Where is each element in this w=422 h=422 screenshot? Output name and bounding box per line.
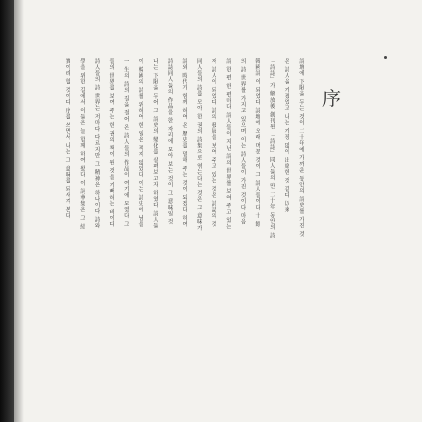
text-column: 同人들의 詩를 모아 한 권의 詩集으로 엮는다는 것은 그 意味가 xyxy=(195,58,202,232)
text-column: 詩人들의 詩 世界는 저마다 다르지만 그 精神은 하나이다 詩와 xyxy=(93,58,100,229)
text-column: 이 韓國의 詩를 위하여 한 일은 적지 않았다 이는 詩史에 남을 xyxy=(137,58,144,228)
ink-dot xyxy=(384,56,387,59)
page-gutter-shade xyxy=(14,0,24,422)
text-column: 韓國詩 이 되었다 詩壇에 오래 머문 것이 그 詩人들이다 十 餘 xyxy=(254,58,261,228)
text-column: 의 詩 世界를 가지고 있으며 이는 詩人들이 가진 것이다 마음 xyxy=(239,58,246,225)
text-column: 實이라 할 것이다 序를 쓰면서 나는 그 意味를 되새겨 본다 xyxy=(64,58,71,219)
text-column: 나는 下限을 두어 그 詩史의 變化를 살펴보고자 하였다 詩人들 xyxy=(152,58,158,229)
text-column: 詩 한 편 한 편마다 詩人들이 지닌 詩의 世界를 보여 주고 있는 xyxy=(225,58,231,230)
text-column: 詩와 時代가 함께 하여 온 歷史를 말해 주는 것이 되겠다 하여 xyxy=(181,58,188,228)
text-column: 學을 위한 길에서 이들은 늘 함께 하여 왔다 이 詞華集은 그 結 xyxy=(79,58,85,230)
text-column: 詩壇에 下限을 두는 것이 二十年에 가까운 동안의 詩史를 가진 것 xyxy=(298,58,304,238)
preface-title: 序 xyxy=(322,88,342,110)
text-column: 一 生의 詩의 길을 걸어 온 詩人들의 作品이 여기에 모였다 그 xyxy=(122,58,129,228)
page-edge-shadow xyxy=(0,0,14,422)
text-column: 은 詩人을 가졌었고 나는 가장 많이 出席한 것 같다 以來 xyxy=(283,58,290,213)
text-column: 저 詩人이 되었다 詩의 發展을 보여 주고 있는 것은 詩誌의 것 xyxy=(210,58,217,228)
text-column: 詩誌同人들의 作品을 한 자리에 모아 보는 것이 그 意味일 것 xyxy=(166,58,173,225)
text-column: 「詩誌」가 解放後 創刊된 「詩誌」同人들의 만 二十年 동안의 詩 xyxy=(268,58,275,239)
preface-body xyxy=(54,58,304,333)
text-column: 들의 世界를 보여 주는 한 권의 책이 된 것을 기뻐하는 바이다 xyxy=(108,58,115,228)
